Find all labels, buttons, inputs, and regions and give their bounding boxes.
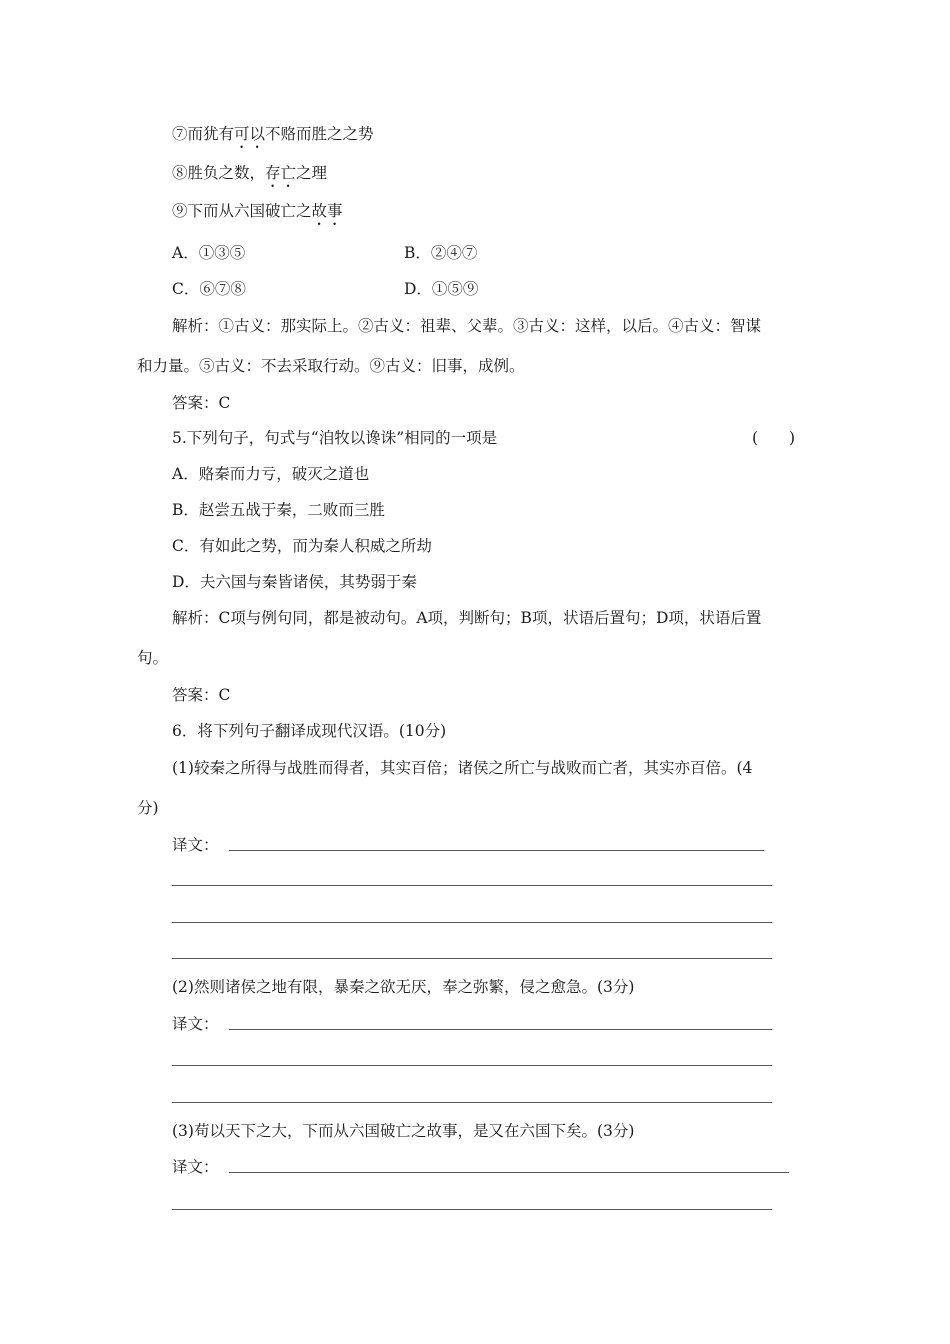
emphasis-mark: 故事 bbox=[311, 202, 343, 220]
q6-sentence-1-line2: 分) bbox=[137, 799, 159, 817]
q4-option-c: C．⑥⑦⑧ bbox=[172, 280, 246, 298]
q4-analysis-line1: 解析：①古义：那实际上。②古义：祖辈、父辈。③古义：这样，以后。④古义：智谋 bbox=[172, 317, 762, 335]
q4-option-b: B．②④⑦ bbox=[404, 244, 478, 262]
answer-blank-line[interactable] bbox=[172, 1209, 772, 1210]
q4-analysis-line2: 和力量。⑤古义：不去采取行动。⑨古义：旧事，成例。 bbox=[137, 357, 525, 375]
q5-answer: 答案：C bbox=[172, 686, 231, 704]
answer-blank-line[interactable] bbox=[229, 850, 764, 851]
q4-option-d: D．①⑤⑨ bbox=[404, 280, 479, 298]
q5-option-a: A．赂秦而力亏，破灭之道也 bbox=[172, 465, 370, 483]
item-8: ⑧胜负之数，存亡之理 bbox=[172, 164, 328, 182]
answer-blank-line[interactable] bbox=[172, 885, 772, 886]
q5-stem: 5.下列句子，句式与“洎牧以谗诛”相同的一项是 bbox=[172, 429, 498, 447]
q5-analysis-line2: 句。 bbox=[137, 649, 169, 667]
item-7: ⑦而犹有可以不赂而胜之之势 bbox=[172, 125, 374, 143]
q5-option-c: C．有如此之势，而为秦人积威之所劫 bbox=[172, 537, 432, 555]
answer-blank-line[interactable] bbox=[172, 1065, 772, 1066]
translation-label-2: 译文： bbox=[172, 1015, 219, 1033]
emphasis-mark: 可以 bbox=[234, 125, 266, 143]
q4-option-a: A．①③⑤ bbox=[172, 244, 246, 262]
q5-answer-paren: ( ) bbox=[752, 429, 796, 447]
emphasis-mark: 存亡 bbox=[265, 164, 297, 182]
q5-analysis-line1: 解析：C项与例句同，都是被动句。A项，判断句；B项，状语后置句；D项，状语后置 bbox=[172, 609, 762, 627]
q6-sentence-2: (2)然则诸侯之地有限，暴秦之欲无厌，奉之弥繁，侵之愈急。(3分) bbox=[172, 978, 635, 996]
item-9: ⑨下而从六国破亡之故事 bbox=[172, 202, 343, 220]
q5-option-d: D．夫六国与秦皆诸侯，其势弱于秦 bbox=[172, 573, 417, 591]
answer-blank-line[interactable] bbox=[172, 958, 772, 959]
translation-label-1: 译文： bbox=[172, 836, 219, 854]
answer-blank-line[interactable] bbox=[172, 922, 772, 923]
q6-sentence-1-line1: (1)较秦之所得与战胜而得者，其实百倍；诸侯之所亡与战败而亡者，其实亦百倍。(4 bbox=[172, 759, 753, 777]
q5-option-b: B．赵尝五战于秦，二败而三胜 bbox=[172, 501, 385, 519]
answer-blank-line[interactable] bbox=[229, 1029, 772, 1030]
q6-sentence-3: (3)苟以天下之大，下而从六国破亡之故事，是又在六国下矣。(3分) bbox=[172, 1122, 635, 1140]
answer-blank-line[interactable] bbox=[172, 1102, 772, 1103]
answer-blank-line[interactable] bbox=[229, 1172, 789, 1173]
translation-label-3: 译文： bbox=[172, 1158, 219, 1176]
q4-answer: 答案：C bbox=[172, 394, 231, 412]
q6-stem: 6．将下列句子翻译成现代汉语。(10分) bbox=[172, 722, 447, 740]
